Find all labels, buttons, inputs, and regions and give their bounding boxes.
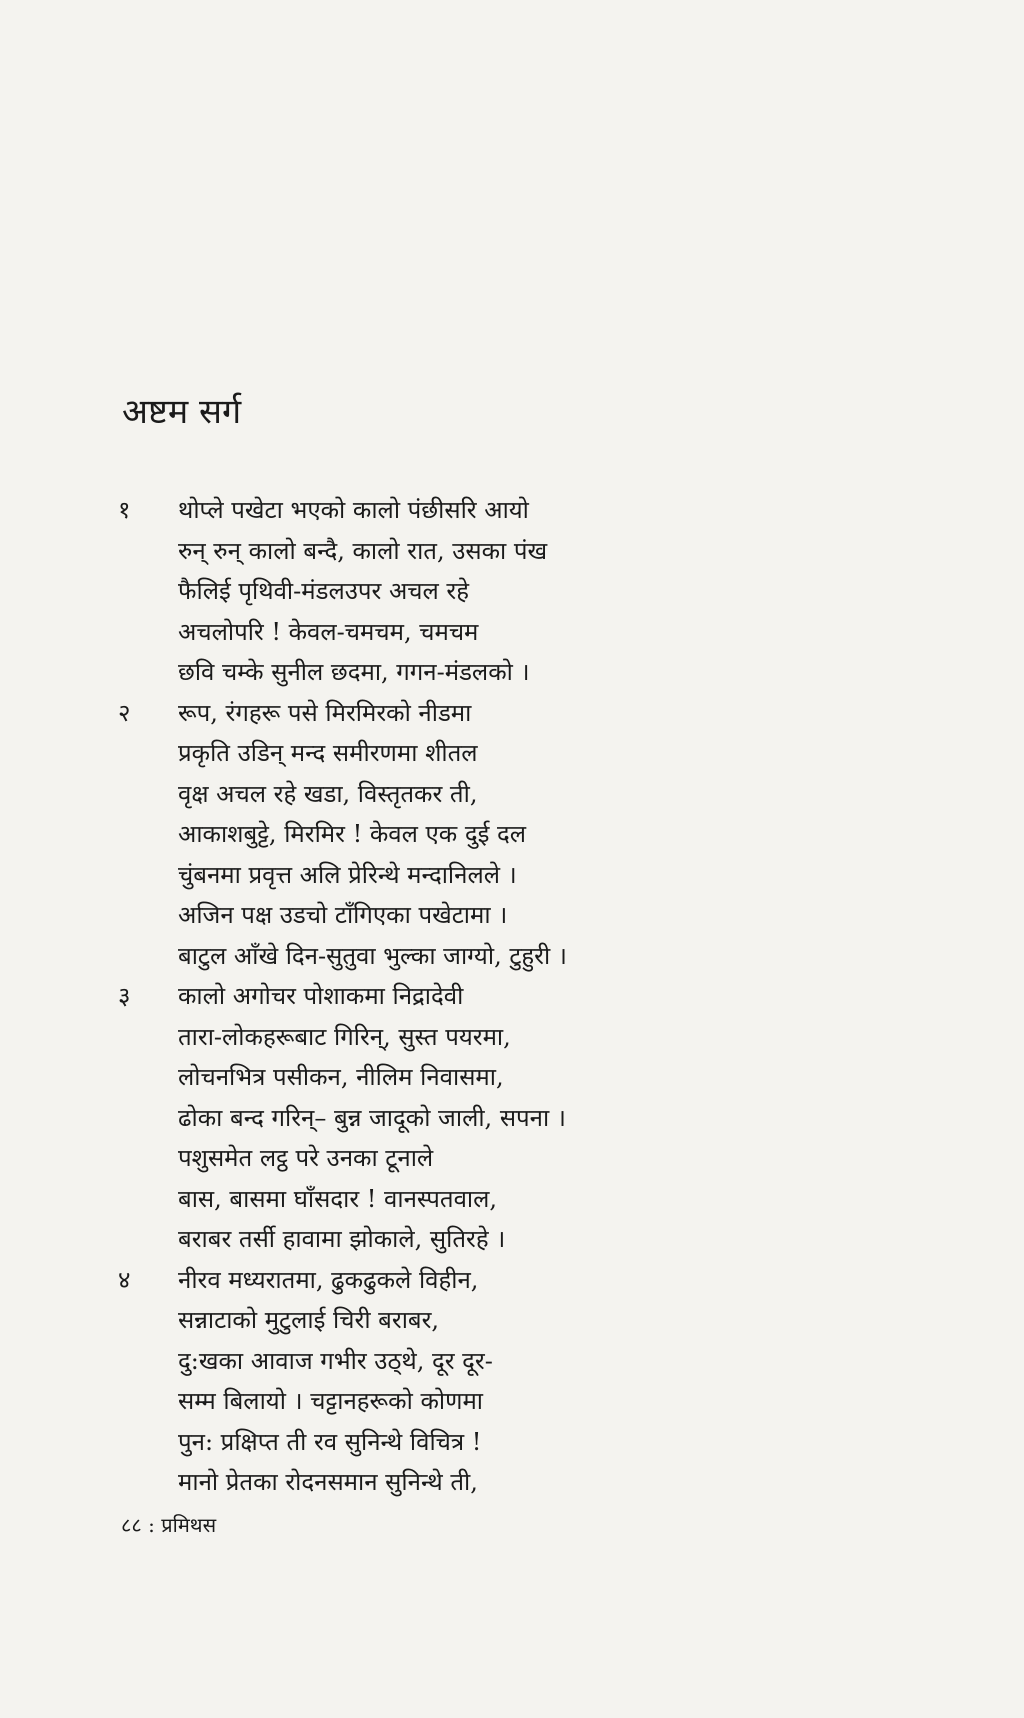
chapter-title: अष्टम सर्ग — [122, 392, 242, 432]
stanza-1 — [0, 490, 1024, 693]
poem-line: प्रकृति उडिन् मन्द समीरणमा शीतल — [178, 739, 478, 767]
poem-line: कालो अगोचर पोशाकमा निद्रादेवी — [178, 982, 464, 1010]
poem-line: सन्नाटाको मुटुलाई चिरी बराबर, — [178, 1306, 440, 1334]
poem-body — [0, 490, 1024, 1503]
poem-line: थोप्ले पखेटा भएको कालो पंछीसरि आयो — [178, 496, 529, 524]
poem-line: लोचनभित्र पसीकन, नीलिम निवासमा, — [178, 1063, 504, 1091]
poem-line: रुन् रुन् कालो बन्दै, कालो रात, उसका पंख — [178, 536, 548, 565]
poem-line: आकाशबुट्टे, मिरमिर ! केवल एक दुई दल — [178, 820, 527, 848]
poem-line: मानो प्रेतका रोदनसमान सुनिन्थे ती, — [178, 1468, 478, 1496]
poem-line: बास, बासमा घाँसदार ! वानस्पतवाल, — [178, 1184, 498, 1213]
book-title: प्रमिथस — [161, 1513, 217, 1537]
poem-line: तारा-लोकहरूबाट गिरिन्, सुस्त पयरमा, — [178, 1022, 511, 1051]
stanza-number: १ — [118, 496, 131, 524]
poem-line: ढोका बन्द गरिन्– बुन्न जादूको जाली, सपना । — [178, 1103, 566, 1132]
poem-line: पुन: प्रक्षिप्त ती रव सुनिन्थे विचित्र ! — [178, 1427, 482, 1456]
page-footer — [121, 1510, 216, 1540]
stanza-number: ४ — [118, 1265, 131, 1294]
poem-line: बराबर तर्सी हावामा झोकाले, सुतिरहे । — [178, 1225, 506, 1253]
poem-line: बाटुल आँखे दिन-सुतुवा भुल्का जाग्यो, टुहुरी । — [178, 941, 567, 970]
stanza-number: २ — [118, 698, 131, 727]
poem-line: पशुसमेत लट्ठ परे उनका टूनाले — [178, 1144, 434, 1172]
footer-separator: : — [148, 1513, 155, 1537]
stanza-number: ३ — [118, 982, 131, 1010]
poem-line: अचलोपरि ! केवल-चमचम, चमचम — [178, 617, 479, 646]
poem-line: दु:खका आवाज गभीर उठ्थे, दूर दूर- — [178, 1346, 493, 1375]
stanza-3 — [0, 976, 1024, 1260]
poem-line: चुंबनमा प्रवृत्त अलि प्रेरिन्थे मन्दानिलले । — [178, 860, 517, 889]
poem-line: फैलिई पृथिवी-मंडलउपर अचल रहे — [178, 577, 469, 605]
poem-line: अजिन पक्ष उडचो टाँगिएका पखेटामा । — [178, 901, 508, 929]
page-number: ८८ — [121, 1513, 142, 1537]
stanza-4 — [0, 1260, 1024, 1503]
stanza-2 — [0, 693, 1024, 977]
poem-line: नीरव मध्यरातमा, ढुकढुकले विहीन, — [178, 1265, 479, 1294]
poem-line: छवि चम्के सुनील छदमा, गगन-मंडलको । — [178, 658, 530, 686]
poem-line: वृक्ष अचल रहे खडा, विस्तृतकर ती, — [178, 779, 478, 808]
poem-line: सम्म बिलायो । चट्टानहरूको कोणमा — [178, 1387, 484, 1415]
poem-line: रूप, रंगहरू पसे मिरमिरको नीडमा — [178, 698, 472, 727]
